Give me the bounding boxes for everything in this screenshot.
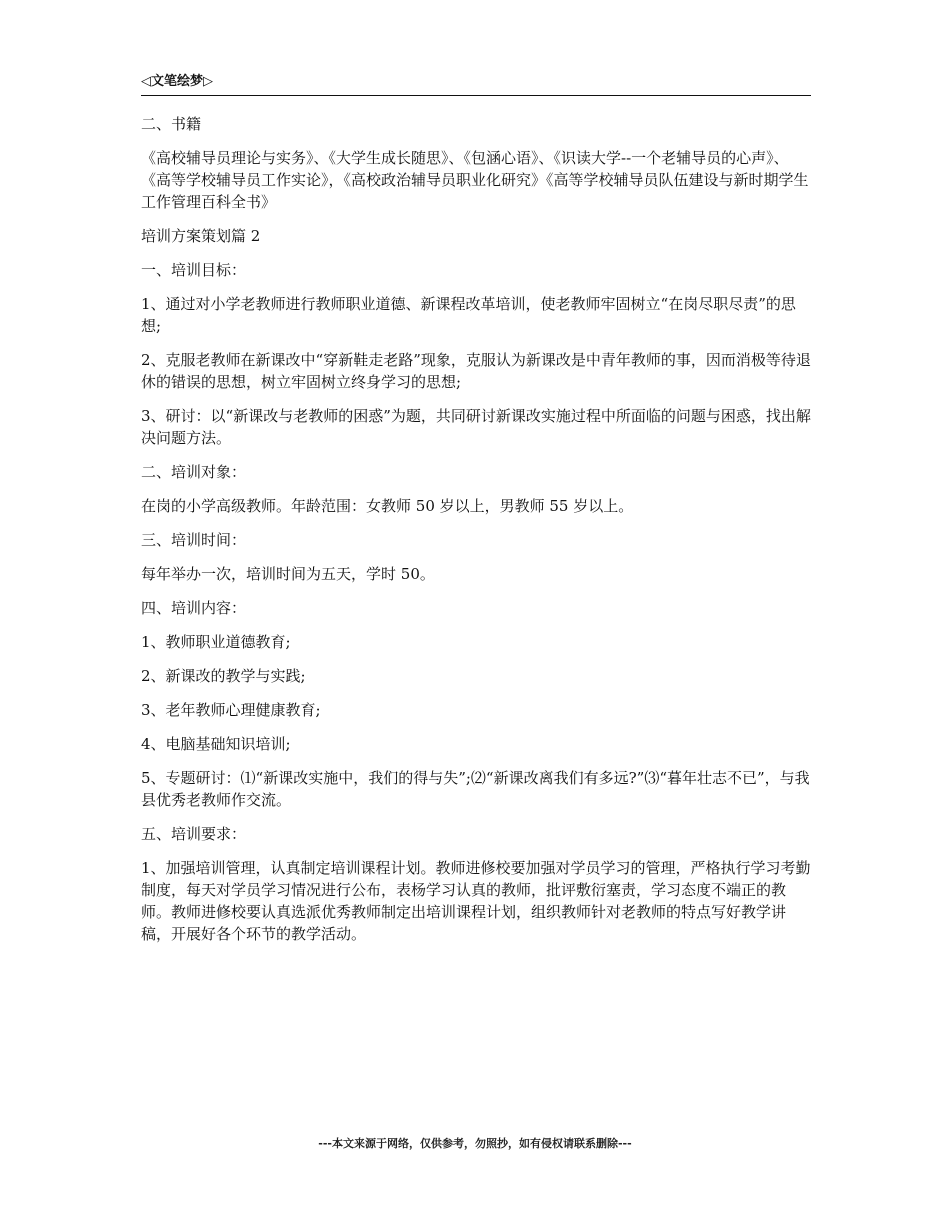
requirement-item-1: 1、加强培训管理，认真制定培训课程计划。教师进修校要加强对学员学习的管理，严格执行学习考勤制度，每天对学员学习情况进行公布，表杨学习认真的教师，批评敷衍塞责，学习态度不端正的教师。教师进修校要认真选派优秀教师制定出培训课程计划，组织教师针对老教师的特点写好教学讲稿，开展好各个环节的教学活动。: [141, 859, 811, 943]
section-heading-content: 四、培训内容：: [141, 599, 247, 617]
goal-item-1: 1、通过对小学老教师进行教师职业道德、新课程改革培训，使老教师牢固树立“在岗尽职尽责”的思想;: [141, 295, 796, 335]
section-heading-books: 二、书籍: [141, 115, 202, 133]
content-item-5: 5、专题研讨：⑴“新课改实施中，我们的得与失”;⑵“新课改离我们有多远?”⑶“暮年壮志不已”，与我县优秀老教师作交流。: [141, 769, 810, 809]
document-body: [141, 113, 811, 957]
content-item-4: 4、电脑基础知识培训;: [141, 735, 291, 753]
section-heading-requirements: 五、培训要求：: [141, 825, 247, 843]
content-item-3: 3、老年教师心理健康教育;: [141, 701, 321, 719]
page-header: [141, 72, 811, 96]
content-item-1: 1、教师职业道德教育;: [141, 633, 291, 651]
header-divider: [141, 95, 811, 96]
book-list-paragraph: 《高校辅导员理论与实务》、《大学生成长随思》、《包涵心语》、《识读大学--一个老辅导员的心声》、《高等学校辅导员工作实论》，《高校政治辅导员职业化研究》《高等学校辅导员队伍建设与新时期学生工作管理百科全书》: [141, 149, 809, 211]
document-subtitle: 培训方案策划篇 2: [141, 227, 261, 245]
time-paragraph: 每年举办一次，培训时间为五天，学时 50。: [141, 565, 435, 583]
section-heading-target: 二、培训对象：: [141, 463, 247, 481]
section-heading-goals: 一、培训目标：: [141, 261, 247, 279]
goal-item-2: 2、克服老教师在新课改中“穿新鞋走老路”现象，克服认为新课改是中青年教师的事，因而消极等待退休的错误的思想，树立牢固树立终身学习的思想;: [141, 351, 811, 391]
section-heading-time: 三、培训时间：: [141, 531, 247, 549]
target-paragraph: 在岗的小学高级教师。年龄范围：女教师 50 岁以上，男教师 55 岁以上。: [141, 497, 634, 515]
page-footer-disclaimer: ---本文来源于网络，仅供参考，勿照抄，如有侵权请联系删除---: [318, 1137, 632, 1150]
content-item-2: 2、新课改的教学与实践;: [141, 667, 306, 685]
header-logo-text: ◁文笔绘梦▷: [141, 74, 213, 89]
goal-item-3: 3、研讨：以“新课改与老教师的困惑”为题，共同研讨新课改实施过程中所面临的问题与困惑，找出解决问题方法。: [141, 407, 811, 447]
